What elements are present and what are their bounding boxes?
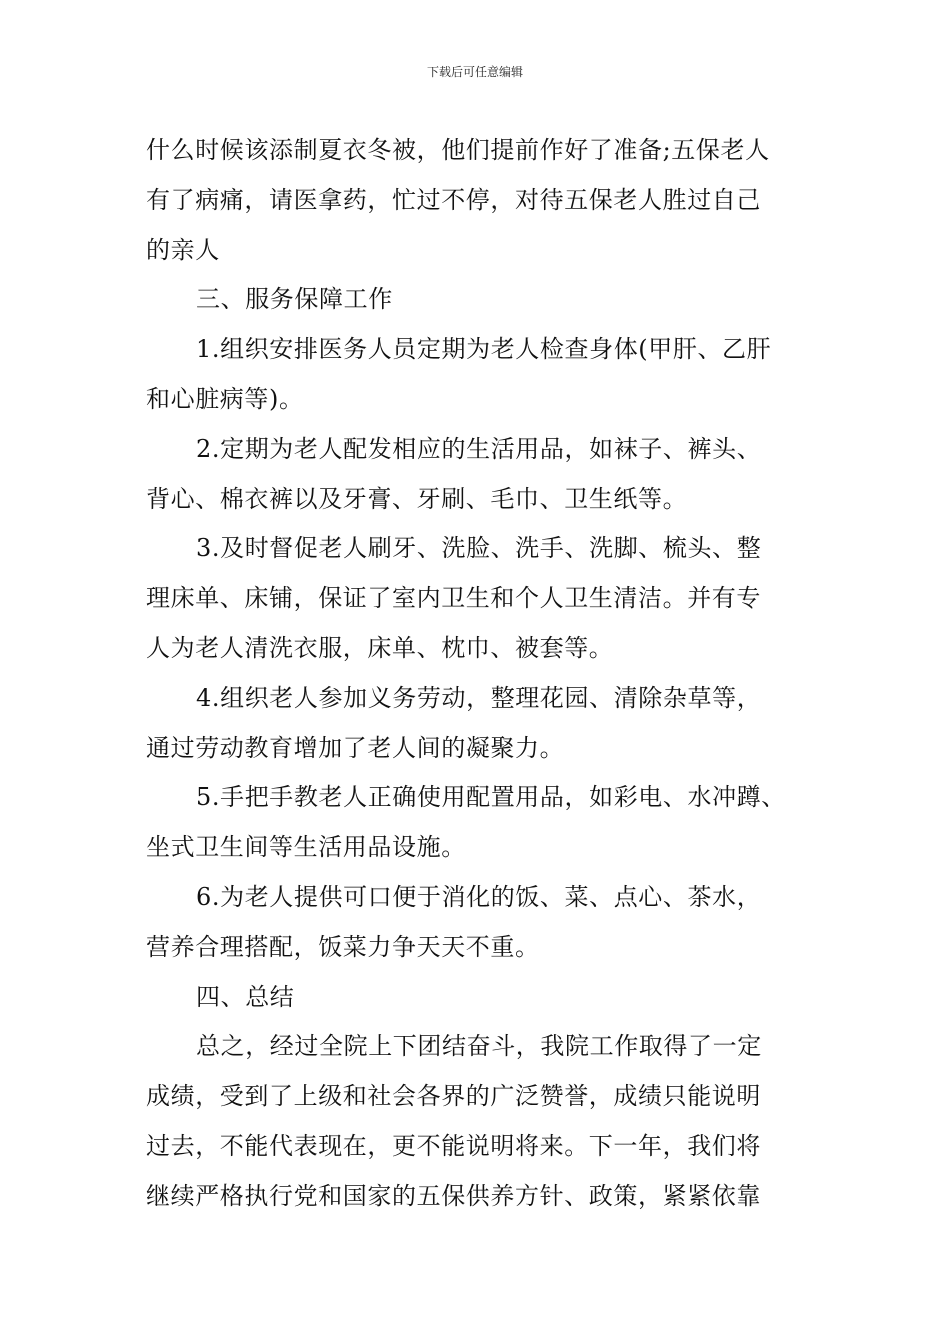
list-item-4: 4.组织老人参加义务劳动，整理花园、清除杂草等， [196,683,762,712]
section-heading: 三、服务保障工作 [196,285,393,314]
text-line: 人为老人清洗衣服，床单、枕巾、被套等。 [146,633,614,662]
text-line: 成绩，受到了上级和社会各界的广泛赞誉，成绩只能说明 [146,1082,761,1111]
text-line: 通过劳动教育增加了老人间的凝聚力。 [146,733,565,762]
summary-paragraph-start: 总之，经过全院上下团结奋斗，我院工作取得了一定 [196,1032,762,1061]
text-line: 和心脏病等)。 [146,384,304,413]
section-heading: 四、总结 [196,982,295,1011]
text-line: 继续严格执行党和国家的五保供养方针、政策，紧紧依靠 [146,1181,761,1210]
text-line: 坐式卫生间等生活用品设施。 [146,833,466,862]
text-line: 营养合理搭配，饭菜力争天天不重。 [146,932,540,961]
text-line: 过去，不能代表现在，更不能说明将来。下一年，我们将 [146,1131,761,1160]
list-item-6: 6.为老人提供可口便于消化的饭、菜、点心、茶水， [196,882,762,911]
page-header: 下载后可任意编辑 [426,65,523,79]
text-line: 理床单、床铺，保证了室内卫生和个人卫生清洁。并有专 [146,584,761,613]
text-line: 背心、棉衣裤以及牙膏、牙刷、毛巾、卫生纸等。 [146,484,688,513]
text-line: 有了病痛，请医拿药，忙过不停，对待五保老人胜过自己 [146,185,761,214]
list-item-1: 1.组织安排医务人员定期为老人检查身体(甲肝、乙肝 [196,335,772,364]
document-body [146,126,816,1222]
text-line: 的亲人 [146,235,220,264]
text-line: 什么时候该添制夏衣冬被，他们提前作好了准备;五保老人 [146,136,770,164]
list-item-3: 3.及时督促老人刷牙、洗脸、洗手、洗脚、梳头、整 [196,534,762,563]
list-item-5: 5.手把手教老人正确使用配置用品，如彩电、水冲蹲、 [196,783,786,812]
list-item-2: 2.定期为老人配发相应的生活用品，如袜子、裤头、 [196,434,762,463]
